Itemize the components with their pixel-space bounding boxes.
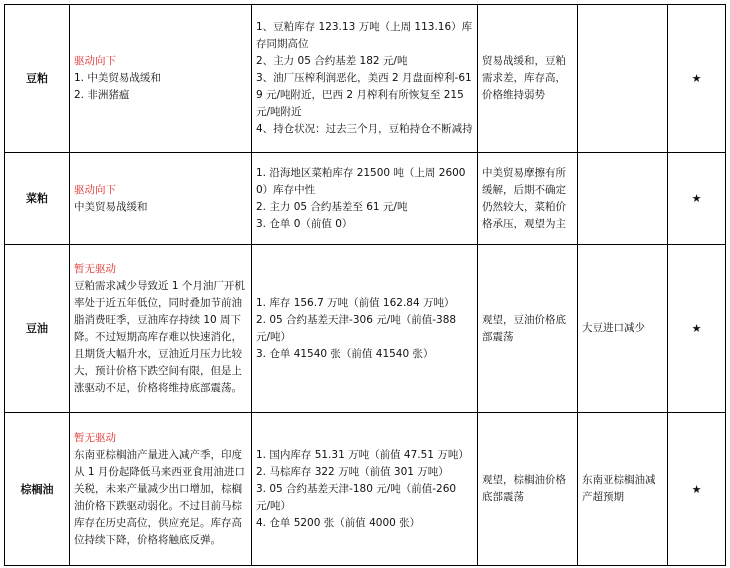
fundamental-line: 3. 05 合约基差天津-180 元/吨（前值-260 元/吨） — [256, 482, 457, 512]
driver-title: 暂无驱动 — [74, 262, 116, 275]
driver-title: 驱动向下 — [74, 55, 116, 67]
fundamental-line: 1. 沿海地区菜粕库存 21500 吨（上周 26000）库存中性 — [256, 166, 466, 196]
fundamental-line: 1、豆粕库存 123.13 万吨（上周 113.16）库存同期高位 — [256, 21, 473, 50]
note-cell — [578, 153, 668, 245]
driver-line: 中美贸易战缓和 — [74, 200, 148, 213]
note-cell: 大豆进口减少 — [578, 245, 668, 413]
fundamental-line: 3. 仓单 0（前值 0） — [256, 217, 353, 230]
driver-line: 2. 非洲猪瘟 — [74, 89, 130, 101]
fundamentals-cell — [252, 245, 478, 413]
fundamental-line: 2. 05 合约基差天津-306 元/吨（前值-388 元/吨） — [256, 313, 457, 343]
fundamental-line: 3. 仓单 41540 张（前值 41540 张） — [256, 347, 434, 360]
fundamental-line: 2、主力 05 合约基差 182 元/吨 — [256, 55, 408, 67]
driver-title: 暂无驱动 — [74, 431, 116, 444]
driver-line: 1. 中美贸易战缓和 — [74, 72, 161, 84]
table-row — [5, 413, 726, 566]
product-name: 菜粕 — [5, 153, 70, 245]
commodity-table — [4, 4, 726, 566]
view-cell: 贸易战缓和，豆粕需求差，库存高，价格维持弱势 — [478, 5, 578, 153]
driver-line: 东南亚棕榈油产量进入减产季，印度从 1 月份起降低马来西亚食用油进口关税，未来产量减少出口增加，棕榈油价格下跌驱动弱化。不过目前马棕库存在历史高位，供应充足。库存高位持续下降，价格将触底反弹。 — [74, 448, 245, 546]
driver-cell — [70, 245, 252, 413]
product-name: 豆粕 — [5, 5, 70, 153]
table-row — [5, 245, 726, 413]
product-name: 棕榈油 — [5, 413, 70, 566]
fundamentals-cell — [252, 5, 478, 153]
star-rating: ★ — [668, 413, 726, 566]
fundamentals-cell — [252, 153, 478, 245]
driver-cell — [70, 413, 252, 566]
fundamental-line: 3、油厂压榨利润恶化，美西 2 月盘面榨利-619 元/吨附近，巴西 2 月榨利有所恢复至 215 元/吨附近 — [256, 72, 472, 118]
fundamental-line: 2. 主力 05 合约基差至 61 元/吨 — [256, 200, 408, 213]
table-row — [5, 153, 726, 245]
driver-line: 豆粕需求减少导致近 1 个月油厂开机率处于近五年低位，同时叠加节前油脂消费旺季，豆油库存持续 10 周下降。不过短期高库存难以快速消化，且期货大幅升水，豆油近月压力比较大，预计价格下跌空间有限，但是上涨驱动不足，价格将维持底部震荡。 — [74, 279, 245, 394]
fundamental-line: 1. 库存 156.7 万吨（前值 162.84 万吨） — [256, 296, 455, 309]
table-row — [5, 5, 726, 153]
note-cell: 东南亚棕榈油减产超预期 — [578, 413, 668, 566]
star-rating: ★ — [668, 153, 726, 245]
view-cell: 观望，棕榈油价格底部震荡 — [478, 413, 578, 566]
driver-cell — [70, 153, 252, 245]
driver-cell — [70, 5, 252, 153]
view-cell: 中美贸易摩擦有所缓解，后期不确定仍然较大，菜粕价格承压，观望为主 — [478, 153, 578, 245]
star-rating: ★ — [668, 5, 726, 153]
note-cell — [578, 5, 668, 153]
star-rating: ★ — [668, 245, 726, 413]
fundamentals-cell — [252, 413, 478, 566]
product-name: 豆油 — [5, 245, 70, 413]
driver-title: 驱动向下 — [74, 183, 116, 196]
fundamental-line: 4. 仓单 5200 张（前值 4000 张） — [256, 516, 421, 529]
fundamental-line: 1. 国内库存 51.31 万吨（前值 47.51 万吨） — [256, 448, 469, 461]
view-cell: 观望，豆油价格底部震荡 — [478, 245, 578, 413]
fundamental-line: 2. 马棕库存 322 万吨（前值 301 万吨） — [256, 465, 449, 478]
fundamental-line: 4、持仓状况：过去三个月，豆粕持仓不断减持 — [256, 123, 473, 135]
